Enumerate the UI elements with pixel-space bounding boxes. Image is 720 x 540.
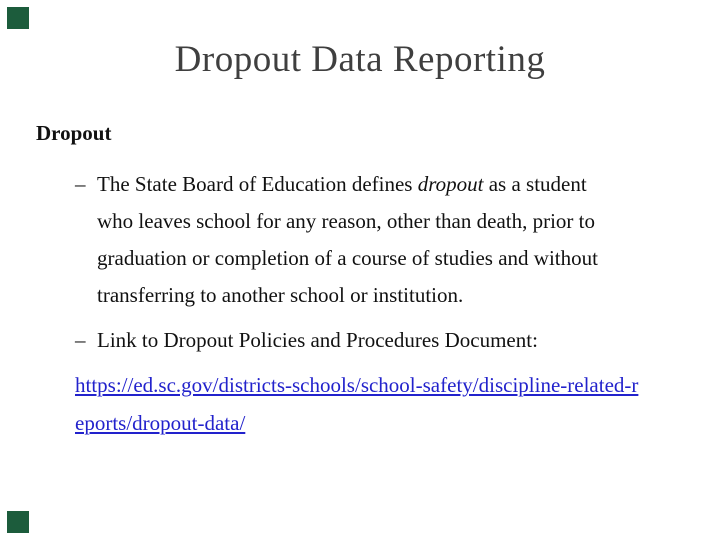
bullet-text-definition [97, 166, 609, 314]
definition-italic-term: dropout [417, 172, 484, 196]
slide-title: Dropout Data Reporting [174, 39, 546, 80]
bullet-dash: – [75, 328, 86, 352]
definition-pre: The State Board of Education defines [97, 172, 418, 196]
definition-post: as a student who leaves school for any reason, other than death, prior to graduation or completion of a course of studies and without transferring to another school or institution. [97, 172, 598, 307]
link-block [75, 366, 641, 442]
corner-accent-bottom-left [7, 511, 29, 533]
bullet-dash: – [75, 172, 86, 196]
dropout-data-link[interactable]: https://ed.sc.gov/districts-schools/school-safety/discipline-related-reports/dropout-data/ [75, 373, 639, 435]
slide-body [0, 121, 720, 442]
corner-accent-top-left [7, 7, 29, 29]
dropout-heading: Dropout [36, 121, 112, 145]
bullet-item-definition [75, 166, 690, 314]
bullet-item-link-intro [75, 322, 690, 359]
bullet-text-link-intro: Link to Dropout Policies and Procedures Document: [97, 328, 538, 352]
